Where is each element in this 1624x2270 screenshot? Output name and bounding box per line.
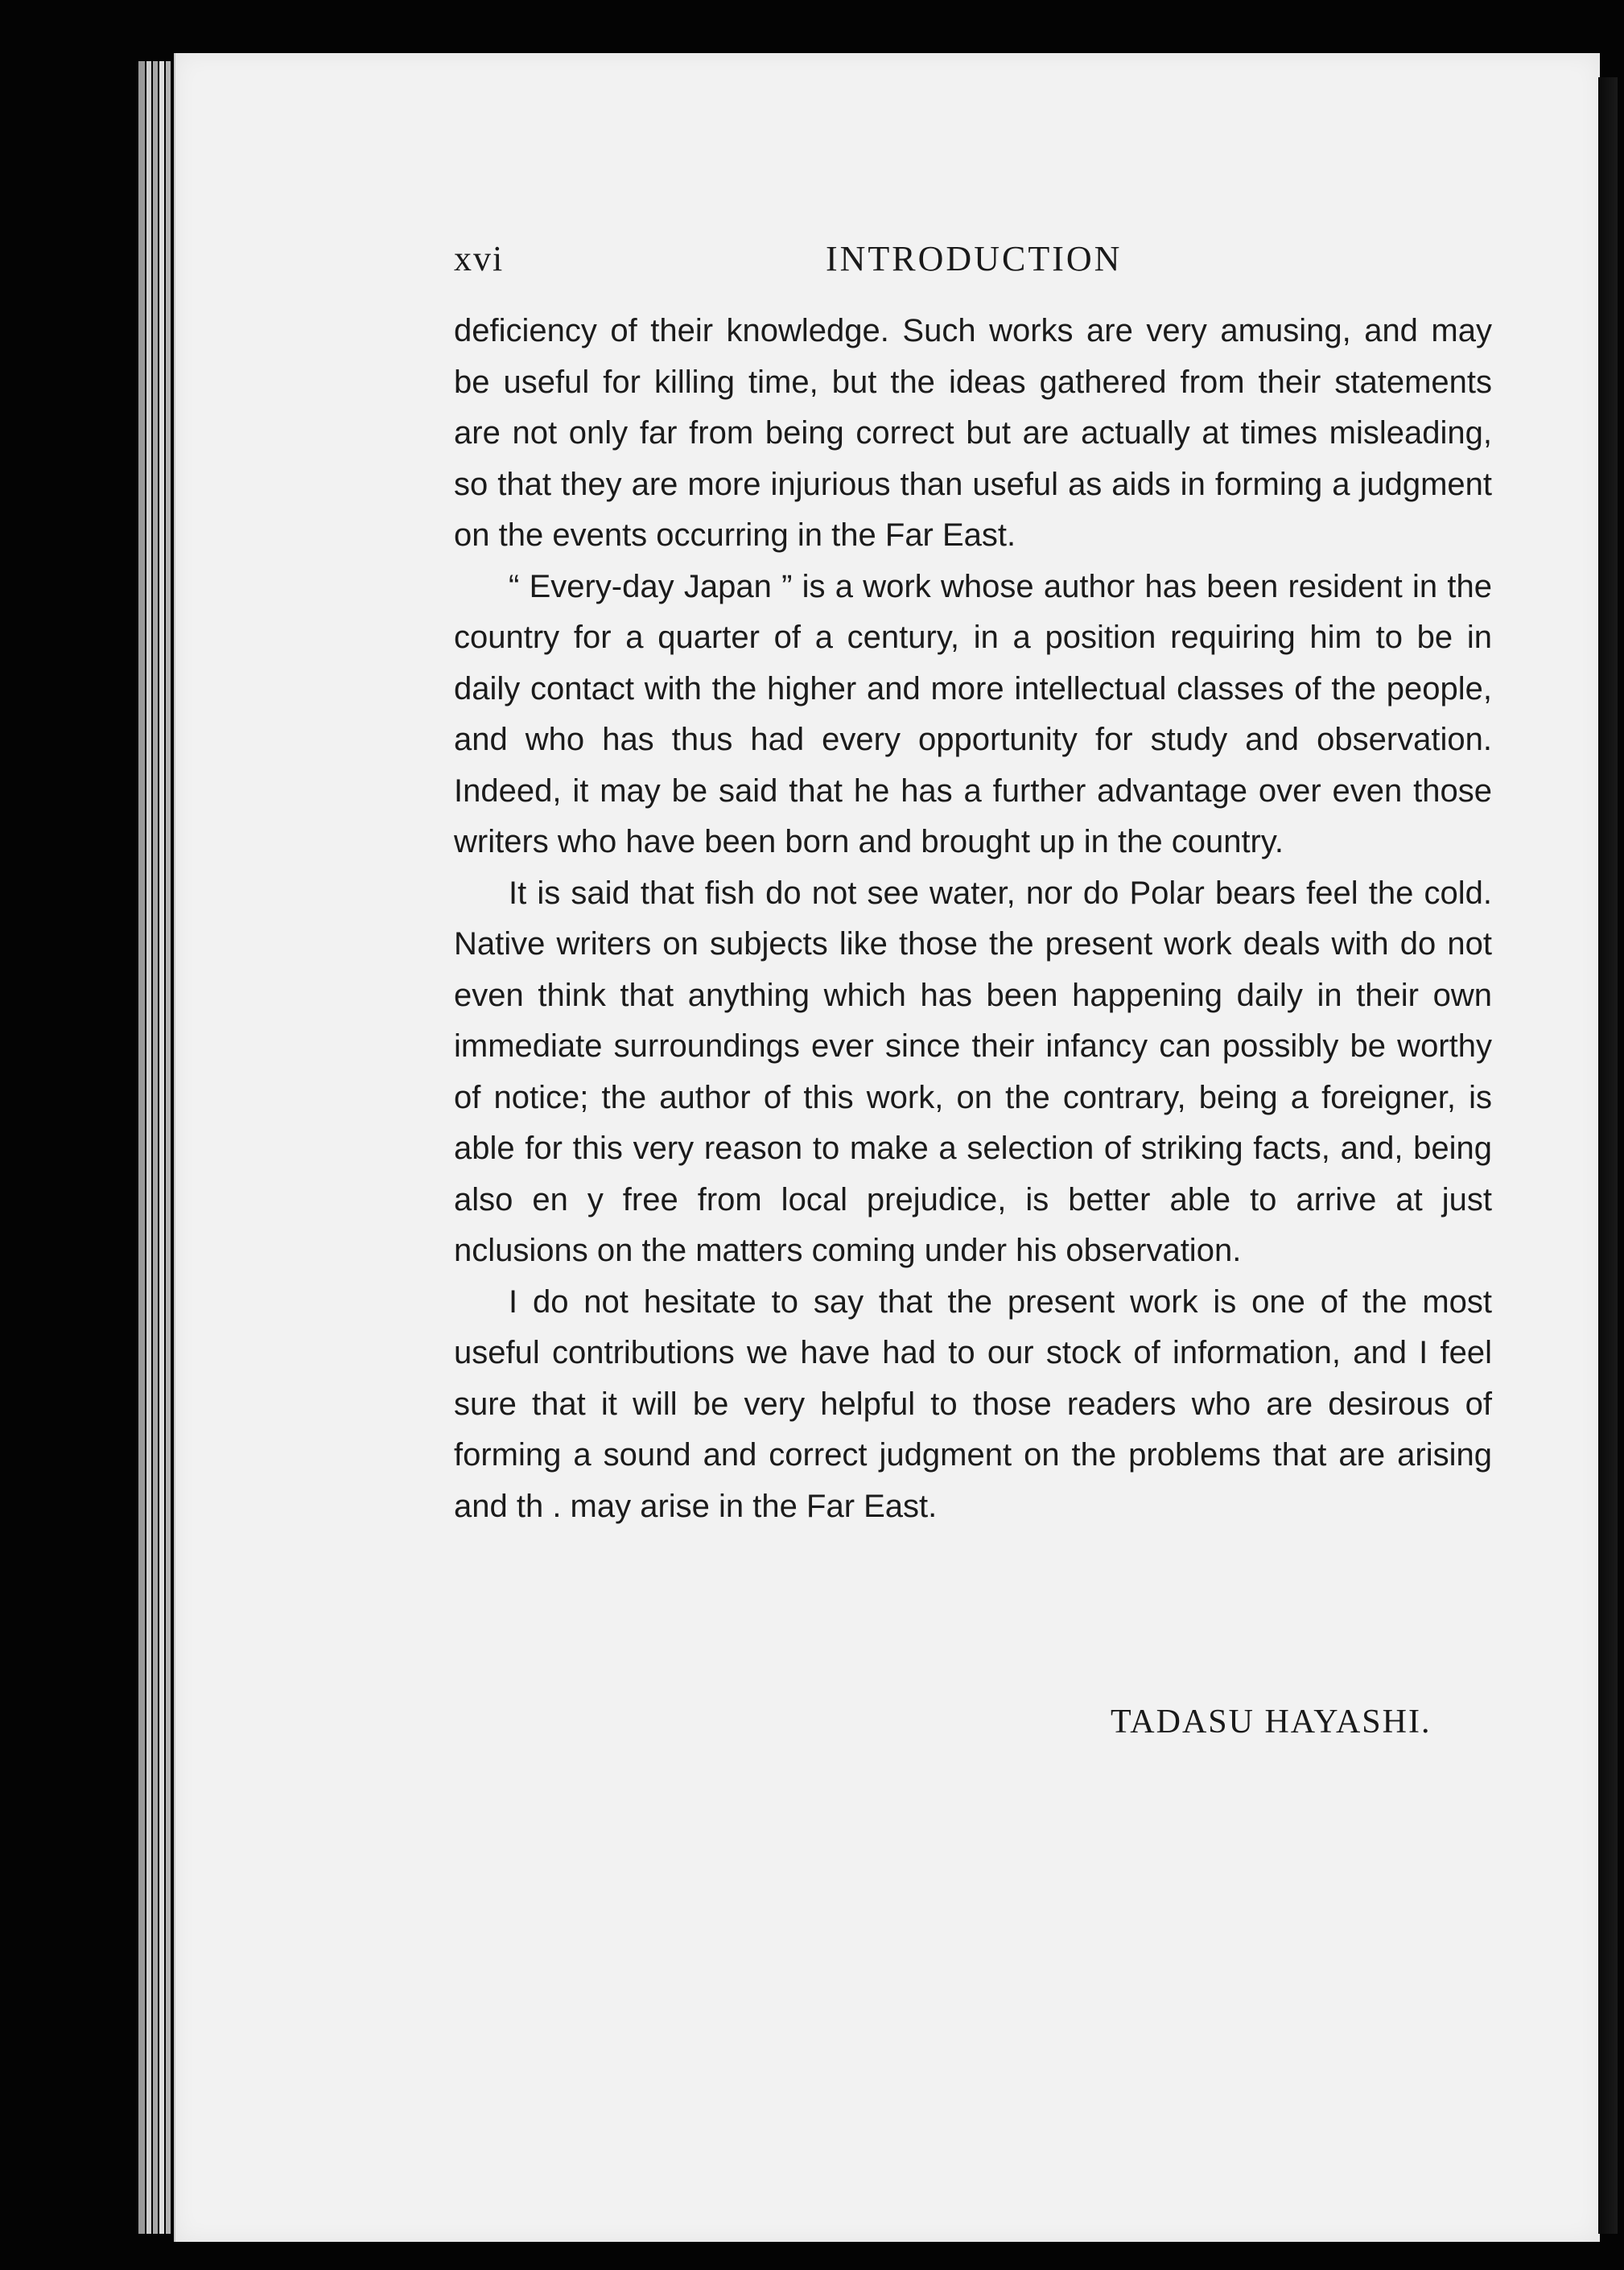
page-edge xyxy=(138,61,145,2234)
paragraph: “ Every-day Japan ” is a work whose author has been resident in the country for a quarter of a century, in a position requiring him to be in daily contact with the higher and more intellectual classes of the people, and who has thus had every opportunity for study and observation. Indeed, it may be said that he has a further advantage over even those writers who have been born and brought up in the country. xyxy=(454,568,1492,859)
page-edge xyxy=(166,61,171,2234)
body-text xyxy=(454,306,1492,1532)
running-head xyxy=(454,238,1492,282)
page-gutter-shadow xyxy=(1598,77,1618,2234)
page-edge xyxy=(159,61,164,2234)
running-title: INTRODUCTION xyxy=(826,239,1123,278)
paragraph: It is said that fish do not see water, nor do Polar bears feel the cold. Native writers on subjects like those the present work deals with do not even think that anything which has been happening daily in their own immediate surroundings ever since their infancy can possibly be worthy of notice; the author of this work, on the contrary, being a foreigner, is able for this very reason to make a selection of striking facts, and, being also en y free from local prejudice, is better able to arrive at just nclusions on the matters coming under his observation. xyxy=(454,875,1492,1268)
page-edge xyxy=(153,61,158,2234)
author-signature: TADASU HAYASHI. xyxy=(1111,1704,1432,1741)
paragraph: deficiency of their knowledge. Such works are very amusing, and may be useful for killing time, but the ideas gathered from their statements are not only far from being correct but are actually at times misleading, so that they are more injurious than useful as aids in forming a judgment on the events occurring in the Far East. xyxy=(454,313,1492,553)
page-edge xyxy=(146,61,151,2234)
paragraph: I do not hesitate to say that the present work is one of the most useful contributions we have had to our stock of information, and I feel sure that it will be very helpful to those readers who are desirous of forming a sound and correct judgment on the problems that are arising and th . may arise in the Far East. xyxy=(454,1283,1492,1524)
page-number: xvi xyxy=(454,239,505,278)
